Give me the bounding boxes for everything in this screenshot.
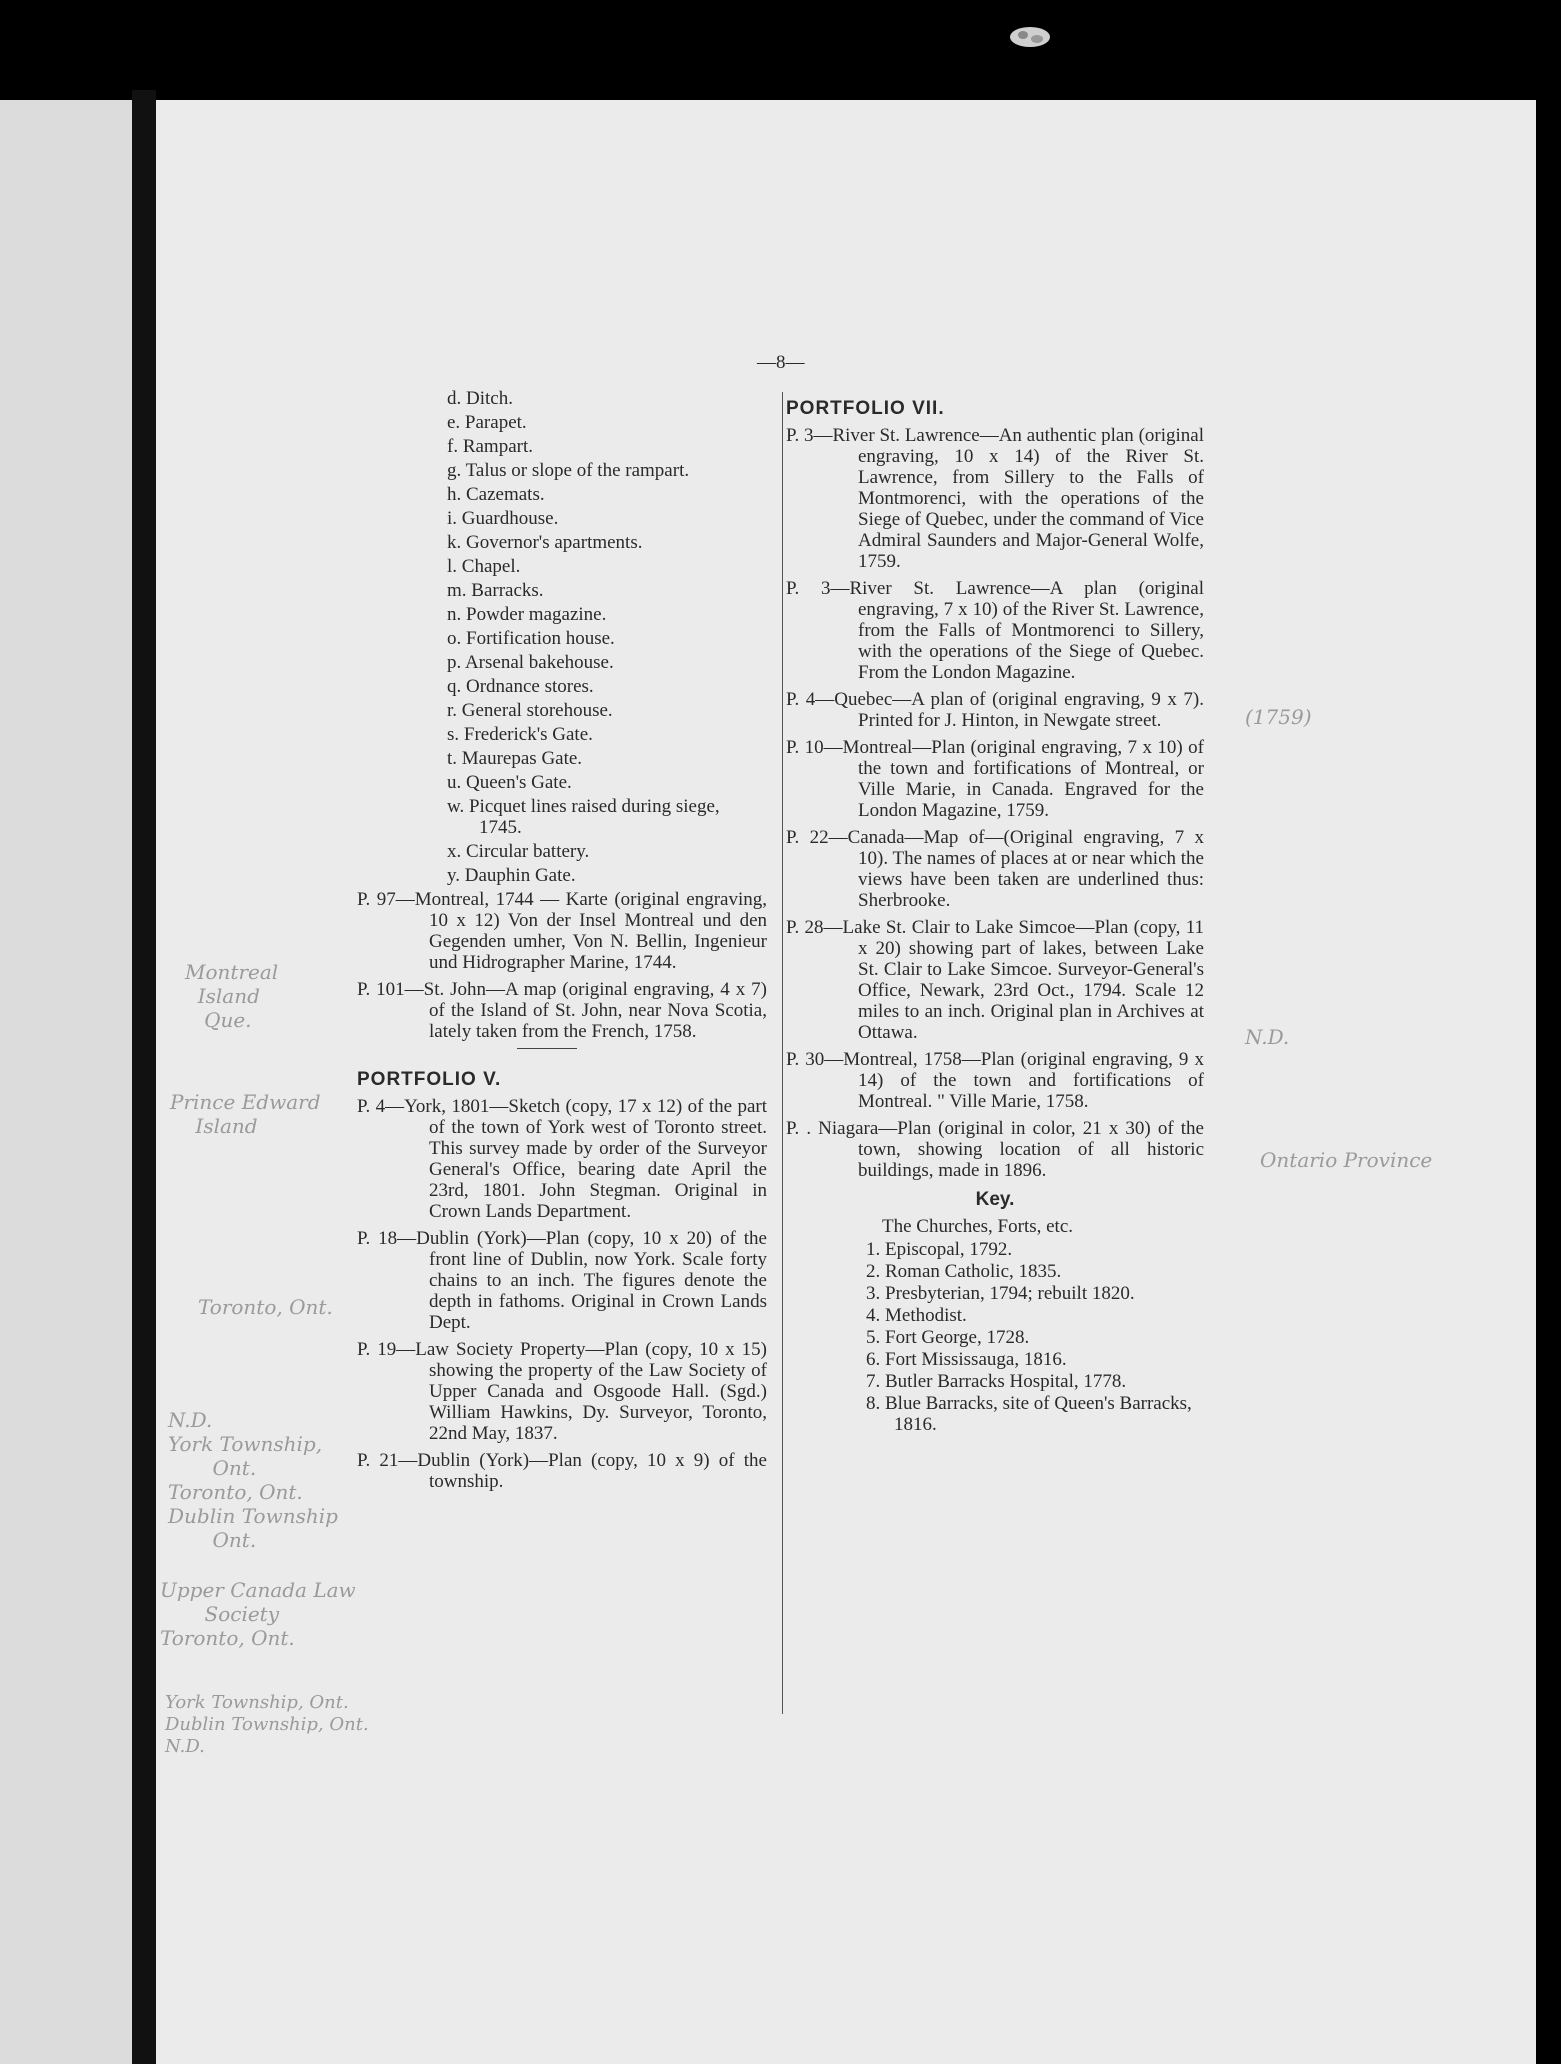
- catalog-entry-p10: P. 10—Montreal—Plan (original engraving, 7 x 10) of the town and fortifications of Montreal, or Ville Marie, in Canada. Engraved for the London Magazine, 1759.: [786, 737, 1204, 821]
- key-letter-h: h. Cazemats.: [447, 484, 545, 505]
- key-letter-x: x. Circular battery.: [447, 841, 590, 862]
- key-item-8: 8. Blue Barracks, site of Queen's Barracks, 1816.: [866, 1393, 1192, 1435]
- left-column: [357, 388, 767, 1498]
- key-heading: Key.: [975, 1189, 1015, 1210]
- key-item-7: 7. Butler Barracks Hospital, 1778.: [866, 1371, 1127, 1392]
- key-letter-d: d. Ditch.: [447, 388, 513, 409]
- key-letter-n: n. Powder magazine.: [447, 604, 607, 625]
- catalog-entry-p22: P. 22—Canada—Map of—(Original engraving, 7 x 10). The names of places at or near which the views have been taken are underlined thus: Sherbrooke.: [786, 827, 1204, 911]
- catalog-entry-p30: P. 30—Montreal, 1758—Plan (original engraving, 9 x 14) of the town and fortifications of Montreal. " Ville Marie, 1758.: [786, 1049, 1204, 1112]
- key-item-3: 3. Presbyterian, 1794; rebuilt 1820.: [866, 1283, 1135, 1304]
- catalog-entry-p21: P. 21—Dublin (York)—Plan (copy, 10 x 9) of the township.: [357, 1450, 767, 1492]
- handwritten-note-1759: (1759): [1245, 705, 1312, 729]
- right-column: [786, 398, 1204, 1436]
- adjacent-page-edge: [0, 100, 132, 2064]
- key-item-4: 4. Methodist.: [866, 1305, 967, 1326]
- key-item-5: 5. Fort George, 1728.: [866, 1327, 1030, 1348]
- key-letter-g: g. Talus or slope of the rampart.: [447, 460, 690, 481]
- handwritten-note-law-society: Upper Canada Law Society Toronto, Ont.: [160, 1578, 356, 1650]
- handwritten-note-york-dublin: N.D. York Township, Ont. Toronto, Ont. Dublin Township Ont.: [168, 1408, 338, 1552]
- handwritten-note-ontario: Ontario Province: [1260, 1148, 1433, 1172]
- catalog-entry-p101: P. 101—St. John—A map (original engraving, 4 x 7) of the Island of St. John, near Nova Scotia, lately taken from the French, 1758.: [357, 979, 767, 1042]
- key-letter-q: q. Ordnance stores.: [447, 676, 594, 697]
- key-letter-i: i. Guardhouse.: [447, 508, 559, 529]
- handwritten-note-pei: Prince Edward Island: [170, 1090, 321, 1138]
- key-item-1: 1. Episcopal, 1792.: [866, 1239, 1013, 1260]
- portfolio-v-heading: PORTFOLIO V.: [357, 1069, 502, 1090]
- key-item-2: 2. Roman Catholic, 1835.: [866, 1261, 1062, 1282]
- key-letter-m: m. Barracks.: [447, 580, 544, 601]
- catalog-entry-p18: P. 18—Dublin (York)—Plan (copy, 10 x 20) of the front line of Dublin, now York. Scale forty chains to an inch. The figures denote the depth in fathoms. Original in Crown Lands Dept.: [357, 1228, 767, 1333]
- key-item-6: 6. Fort Mississauga, 1816.: [866, 1349, 1067, 1370]
- key-letter-s: s. Frederick's Gate.: [447, 724, 593, 745]
- handwritten-note-montreal: Montreal Island Que.: [185, 960, 279, 1032]
- handwritten-note-nd: N.D.: [1245, 1025, 1290, 1049]
- key-letter-y: y. Dauphin Gate.: [447, 865, 576, 886]
- catalog-entry-niagara: P. . Niagara—Plan (original in color, 21 x 30) of the town, showing location of all historic buildings, made in 1896.: [786, 1118, 1204, 1181]
- catalog-entry-p4-york: P. 4—York, 1801—Sketch (copy, 17 x 12) of the part of the town of York west of Toronto street. This survey made by order of the Surveyor General's Office, bearing date April the 23rd, 1801. John Stegman. Original in Crown Lands Department.: [357, 1096, 767, 1222]
- catalog-entry-p28: P. 28—Lake St. Clair to Lake Simcoe—Plan (copy, 11 x 20) showing part of lakes, between Lake St. Clair to Lake Simcoe. Surveyor-General's Office, Newark, 23rd Oct., 1794. Scale 12 miles to an inch. Original plan in Archives at Ottawa.: [786, 917, 1204, 1043]
- section-rule: [517, 1048, 577, 1049]
- key-letter-o: o. Fortification house.: [447, 628, 615, 649]
- portfolio-vii-heading: PORTFOLIO VII.: [786, 398, 945, 419]
- key-letter-k: k. Governor's apartments.: [447, 532, 643, 553]
- handwritten-note-toronto: Toronto, Ont.: [198, 1295, 333, 1319]
- catalog-entry-p3-b: P. 3—River St. Lawrence—A plan (original engraving, 7 x 10) of the River St. Lawrence, from the Falls of Montmorenci to Sillery, with the operations of the Siege of Quebec. From the London Magazine.: [786, 578, 1204, 683]
- key-letter-r: r. General storehouse.: [447, 700, 613, 721]
- key-letter-e: e. Parapet.: [447, 412, 527, 433]
- catalog-entry-p4-quebec: P. 4—Quebec—A plan of (original engraving, 9 x 7). Printed for J. Hinton, in Newgate street.: [786, 689, 1204, 731]
- key-letter-l: l. Chapel.: [447, 556, 521, 577]
- film-blemish-icon: [1005, 22, 1055, 52]
- key-letter-w: w. Picquet lines raised during siege, 1745.: [447, 796, 720, 838]
- column-divider: [782, 392, 783, 1714]
- page-number: —8—: [757, 352, 805, 373]
- catalog-entry-p19: P. 19—Law Society Property—Plan (copy, 10 x 15) showing the property of the Law Society of Upper Canada and Osgoode Hall. (Sgd.) William Hawkins, Dy. Surveyor, Toronto, 22nd May, 1837.: [357, 1339, 767, 1444]
- key-letter-u: u. Queen's Gate.: [447, 772, 572, 793]
- key-letter-p: p. Arsenal bakehouse.: [447, 652, 614, 673]
- handwritten-note-townships: York Township, Ont. Dublin Township, Ont. N.D.: [165, 1692, 369, 1757]
- page-gutter: [132, 90, 156, 2064]
- catalog-entry-p3-a: P. 3—River St. Lawrence—An authentic plan (original engraving, 10 x 14) of the River St. Lawrence, from Sillery to the Falls of Montmorenci, with the operations of the Siege of Quebec, under the command of Vice Admiral Saunders and Major-General Wolfe, 1759.: [786, 425, 1204, 572]
- key-letter-f: f. Rampart.: [447, 436, 534, 457]
- key-letter-t: t. Maurepas Gate.: [447, 748, 583, 769]
- catalog-entry-p97: P. 97—Montreal, 1744 — Karte (original engraving, 10 x 12) Von der Insel Montreal und den Gegenden umher, Von N. Bellin, Ingenieur und Hidrographer Marine, 1744.: [357, 889, 767, 973]
- key-intro: The Churches, Forts, etc.: [882, 1216, 1074, 1237]
